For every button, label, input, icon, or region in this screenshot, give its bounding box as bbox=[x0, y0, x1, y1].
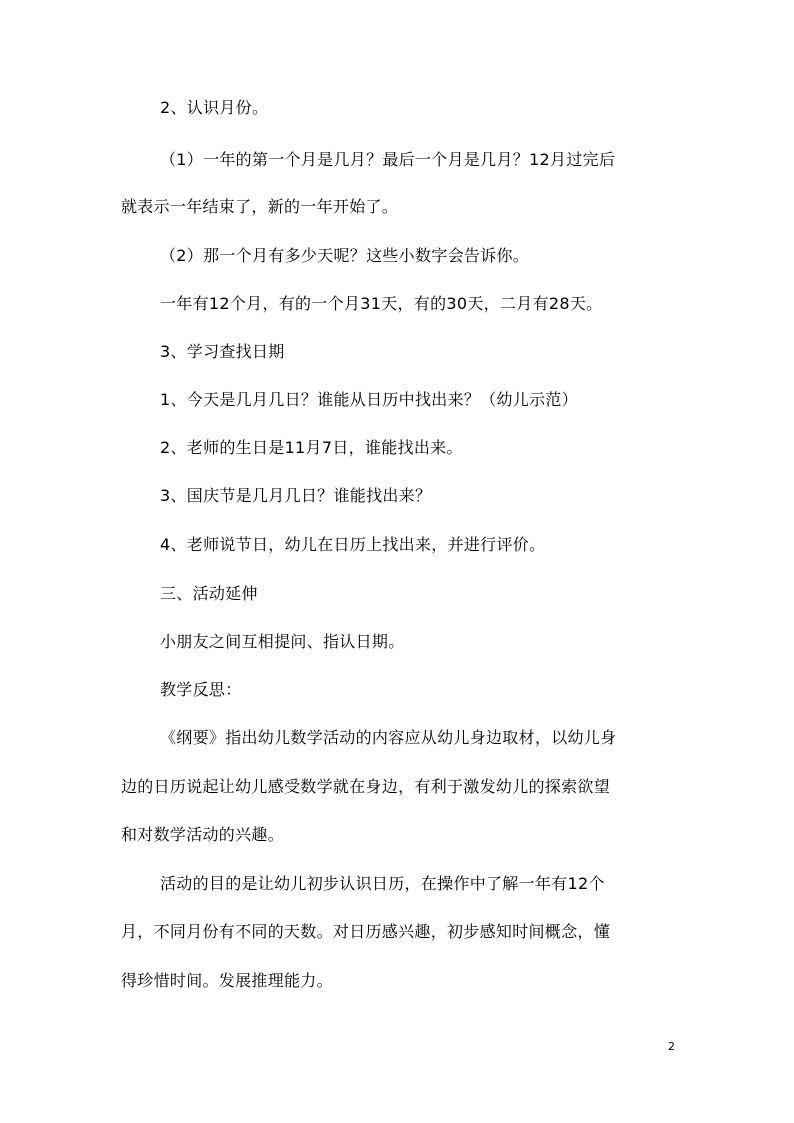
paragraph-line: 小朋友之间互相提问、指认日期。 bbox=[160, 632, 405, 651]
heading-teaching-reflection: 教学反思： bbox=[160, 680, 242, 699]
list-item: 4、老师说节日，幼儿在日历上找出来，并进行评价。 bbox=[160, 535, 546, 554]
paragraph-line: 一年有12个月，有的一个月31天，有的30天，二月有28天。 bbox=[160, 294, 603, 313]
list-item: 1、今天是几月几日？谁能从日历中找出来？（幼儿示范） bbox=[160, 390, 578, 409]
paragraph-line: 和对数学活动的兴趣。 bbox=[121, 825, 285, 844]
paragraph-line: （1）一年的第一个月是几月？最后一个月是几月？12月过完后 bbox=[160, 150, 616, 169]
paragraph-line: 月，不同月份有不同的天数。对日历感兴趣，初步感知时间概念，懂 bbox=[121, 922, 611, 941]
heading-recognize-months: 2、认识月份。 bbox=[160, 98, 269, 117]
paragraph-line: （2）那一个月有多少天呢？这些小数字会告诉你。 bbox=[160, 246, 530, 265]
paragraph-line: 就表示一年结束了，新的一年开始了。 bbox=[121, 197, 399, 216]
paragraph-line: 活动的目的是让幼儿初步认识日历，在操作中了解一年有12个 bbox=[160, 874, 605, 893]
heading-activity-extension: 三、活动延伸 bbox=[160, 584, 258, 603]
paragraph-line: 得珍惜时间。发展推理能力。 bbox=[121, 971, 333, 990]
heading-find-dates: 3、学习查找日期 bbox=[160, 342, 285, 361]
paragraph-line: 《纲要》指出幼儿数学活动的内容应从幼儿身边取材，以幼儿身 bbox=[160, 728, 617, 747]
list-item: 2、老师的生日是11月7日，谁能找出来。 bbox=[160, 438, 463, 457]
paragraph-line: 边的日历说起让幼儿感受数学就在身边，有利于激发幼儿的探索欲望 bbox=[121, 777, 611, 796]
page-number: 2 bbox=[668, 1040, 675, 1053]
list-item: 3、国庆节是几月几日？谁能找出来？ bbox=[160, 486, 432, 505]
